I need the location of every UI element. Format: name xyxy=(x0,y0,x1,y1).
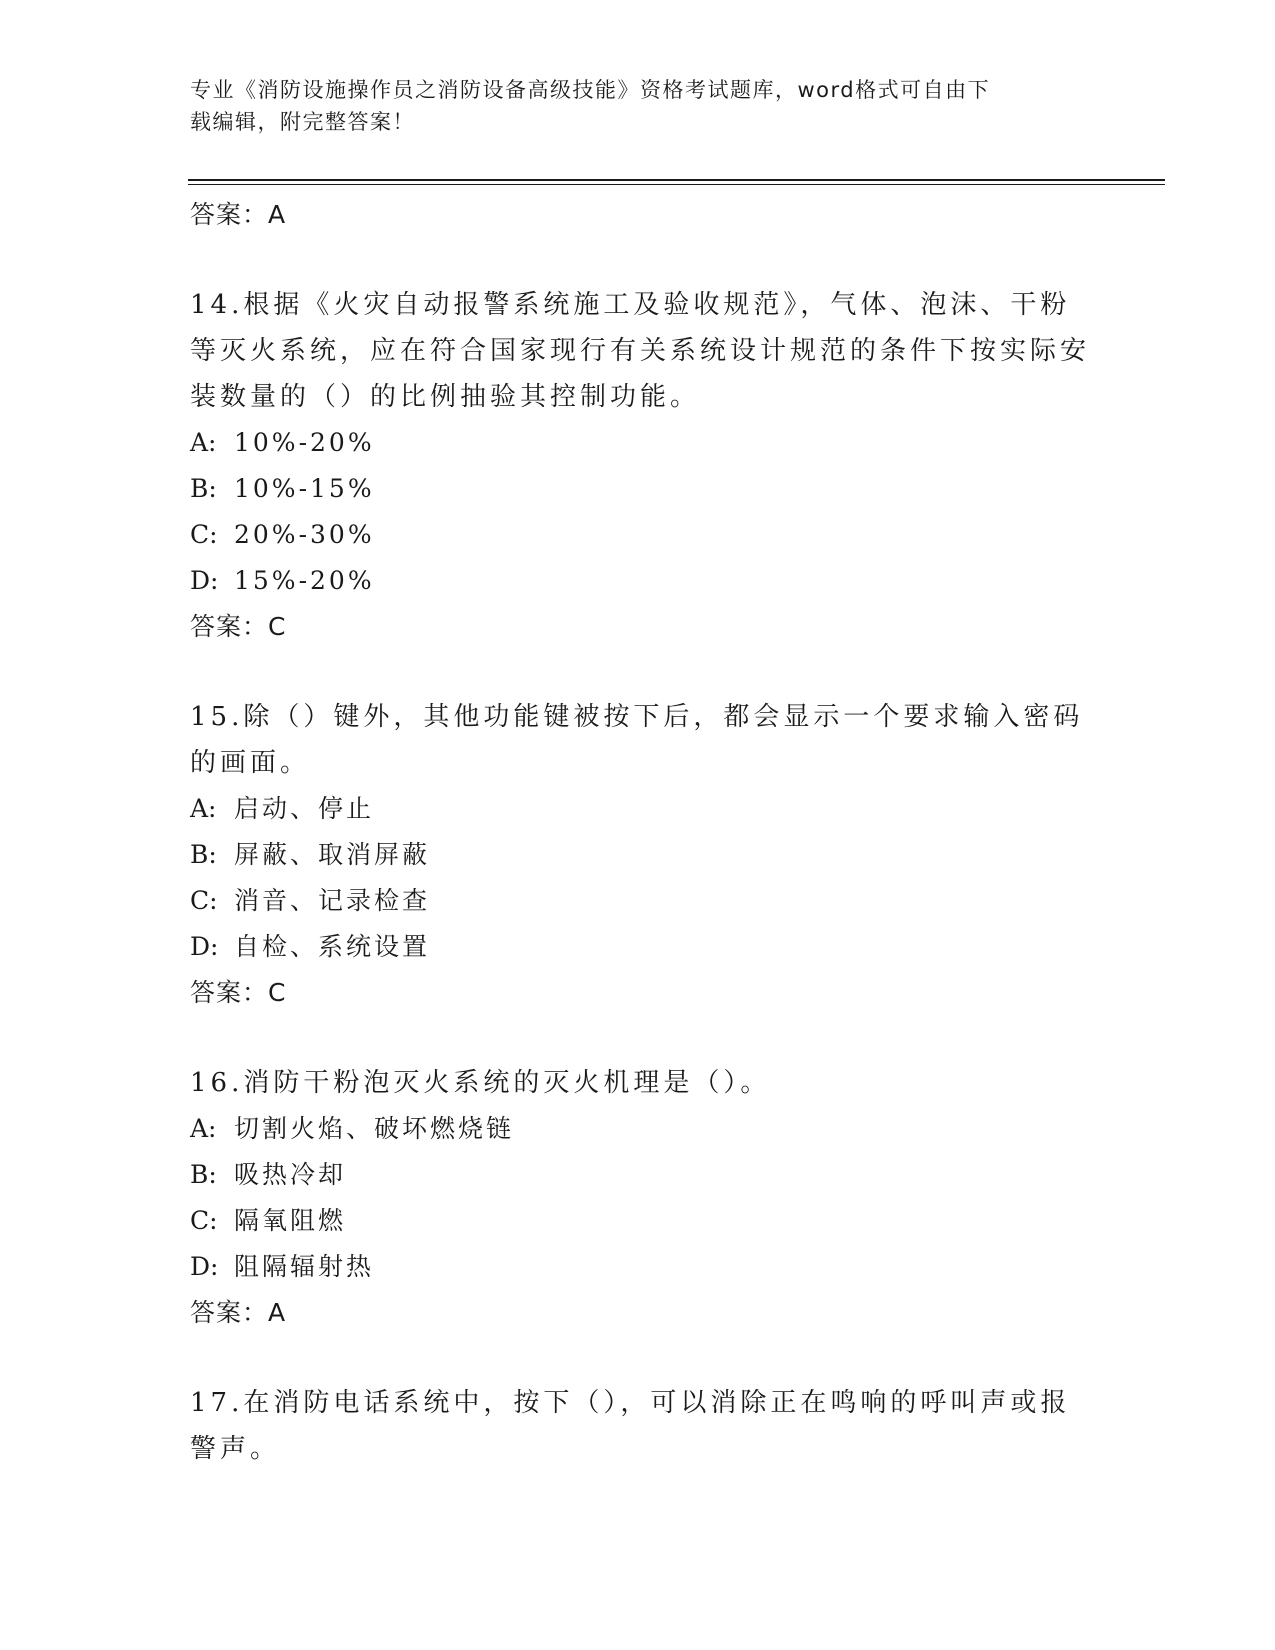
option-text: 10%-20% xyxy=(234,428,375,457)
previous-answer: 答案：A xyxy=(190,200,287,229)
question-14 xyxy=(190,282,1090,650)
question-17 xyxy=(190,1380,1090,1472)
option-d xyxy=(190,924,1090,970)
option-text: 15%-20% xyxy=(234,566,375,595)
option-d xyxy=(190,558,1090,604)
header-line-1: 专业《消防设施操作员之消防设备高级技能》资格考试题库，word格式可自由下 xyxy=(190,78,991,102)
option-letter: C: xyxy=(190,520,218,549)
question-16 xyxy=(190,1060,1090,1336)
option-letter: A: xyxy=(190,428,217,457)
option-d xyxy=(190,1244,1090,1290)
question-stem: 15.除（）键外，其他功能键被按下后，都会显示一个要求输入密码的画面。 xyxy=(190,702,1084,778)
option-letter: D: xyxy=(190,566,219,595)
question-stem: 16.消防干粉泡灭火系统的灭火机理是（）。 xyxy=(190,1068,771,1098)
option-b xyxy=(190,1152,1090,1198)
option-text: 切割火焰、破坏燃烧链 xyxy=(234,1114,515,1143)
option-a xyxy=(190,1106,1090,1152)
option-letter: B: xyxy=(190,840,217,869)
option-c xyxy=(190,1198,1090,1244)
option-c xyxy=(190,512,1090,558)
option-text: 阻隔辐射热 xyxy=(234,1252,375,1281)
option-text: 消音、记录检查 xyxy=(234,886,431,915)
option-letter: A: xyxy=(190,1114,217,1143)
option-c xyxy=(190,878,1090,924)
option-letter: B: xyxy=(190,474,217,503)
header-divider-thin xyxy=(188,184,1165,185)
question-stem: 17.在消防电话系统中，按下（），可以消除正在鸣响的呼叫声或报警声。 xyxy=(190,1388,1071,1464)
document-header xyxy=(190,74,1070,138)
option-text: 吸热冷却 xyxy=(234,1160,347,1189)
option-letter: D: xyxy=(190,932,219,961)
option-text: 10%-15% xyxy=(234,474,375,503)
question-list xyxy=(190,190,1090,1472)
answer-line: 答案：C xyxy=(190,978,287,1007)
header-divider-thick xyxy=(188,179,1165,181)
answer-line: 答案：A xyxy=(190,1298,287,1327)
question-15 xyxy=(190,694,1090,1016)
option-letter: D: xyxy=(190,1252,219,1281)
option-text: 启动、停止 xyxy=(234,794,375,823)
option-a xyxy=(190,786,1090,832)
option-text: 隔氧阻燃 xyxy=(234,1206,347,1235)
option-text: 屏蔽、取消屏蔽 xyxy=(234,840,431,869)
option-letter: C: xyxy=(190,1206,218,1235)
option-a xyxy=(190,420,1090,466)
question-stem: 14.根据《火灾自动报警系统施工及验收规范》，气体、泡沫、干粉等灭火系统，应在符合国家现行有关系统设计规范的条件下按实际安装数量的（）的比例抽验其控制功能。 xyxy=(190,290,1091,412)
header-line-2: 载编辑，附完整答案！ xyxy=(190,110,415,134)
option-text: 自检、系统设置 xyxy=(234,932,431,961)
option-letter: B: xyxy=(190,1160,217,1189)
answer-line: 答案：C xyxy=(190,612,287,641)
option-text: 20%-30% xyxy=(234,520,375,549)
option-b xyxy=(190,466,1090,512)
option-letter: C: xyxy=(190,886,218,915)
option-letter: A: xyxy=(190,794,217,823)
option-b xyxy=(190,832,1090,878)
